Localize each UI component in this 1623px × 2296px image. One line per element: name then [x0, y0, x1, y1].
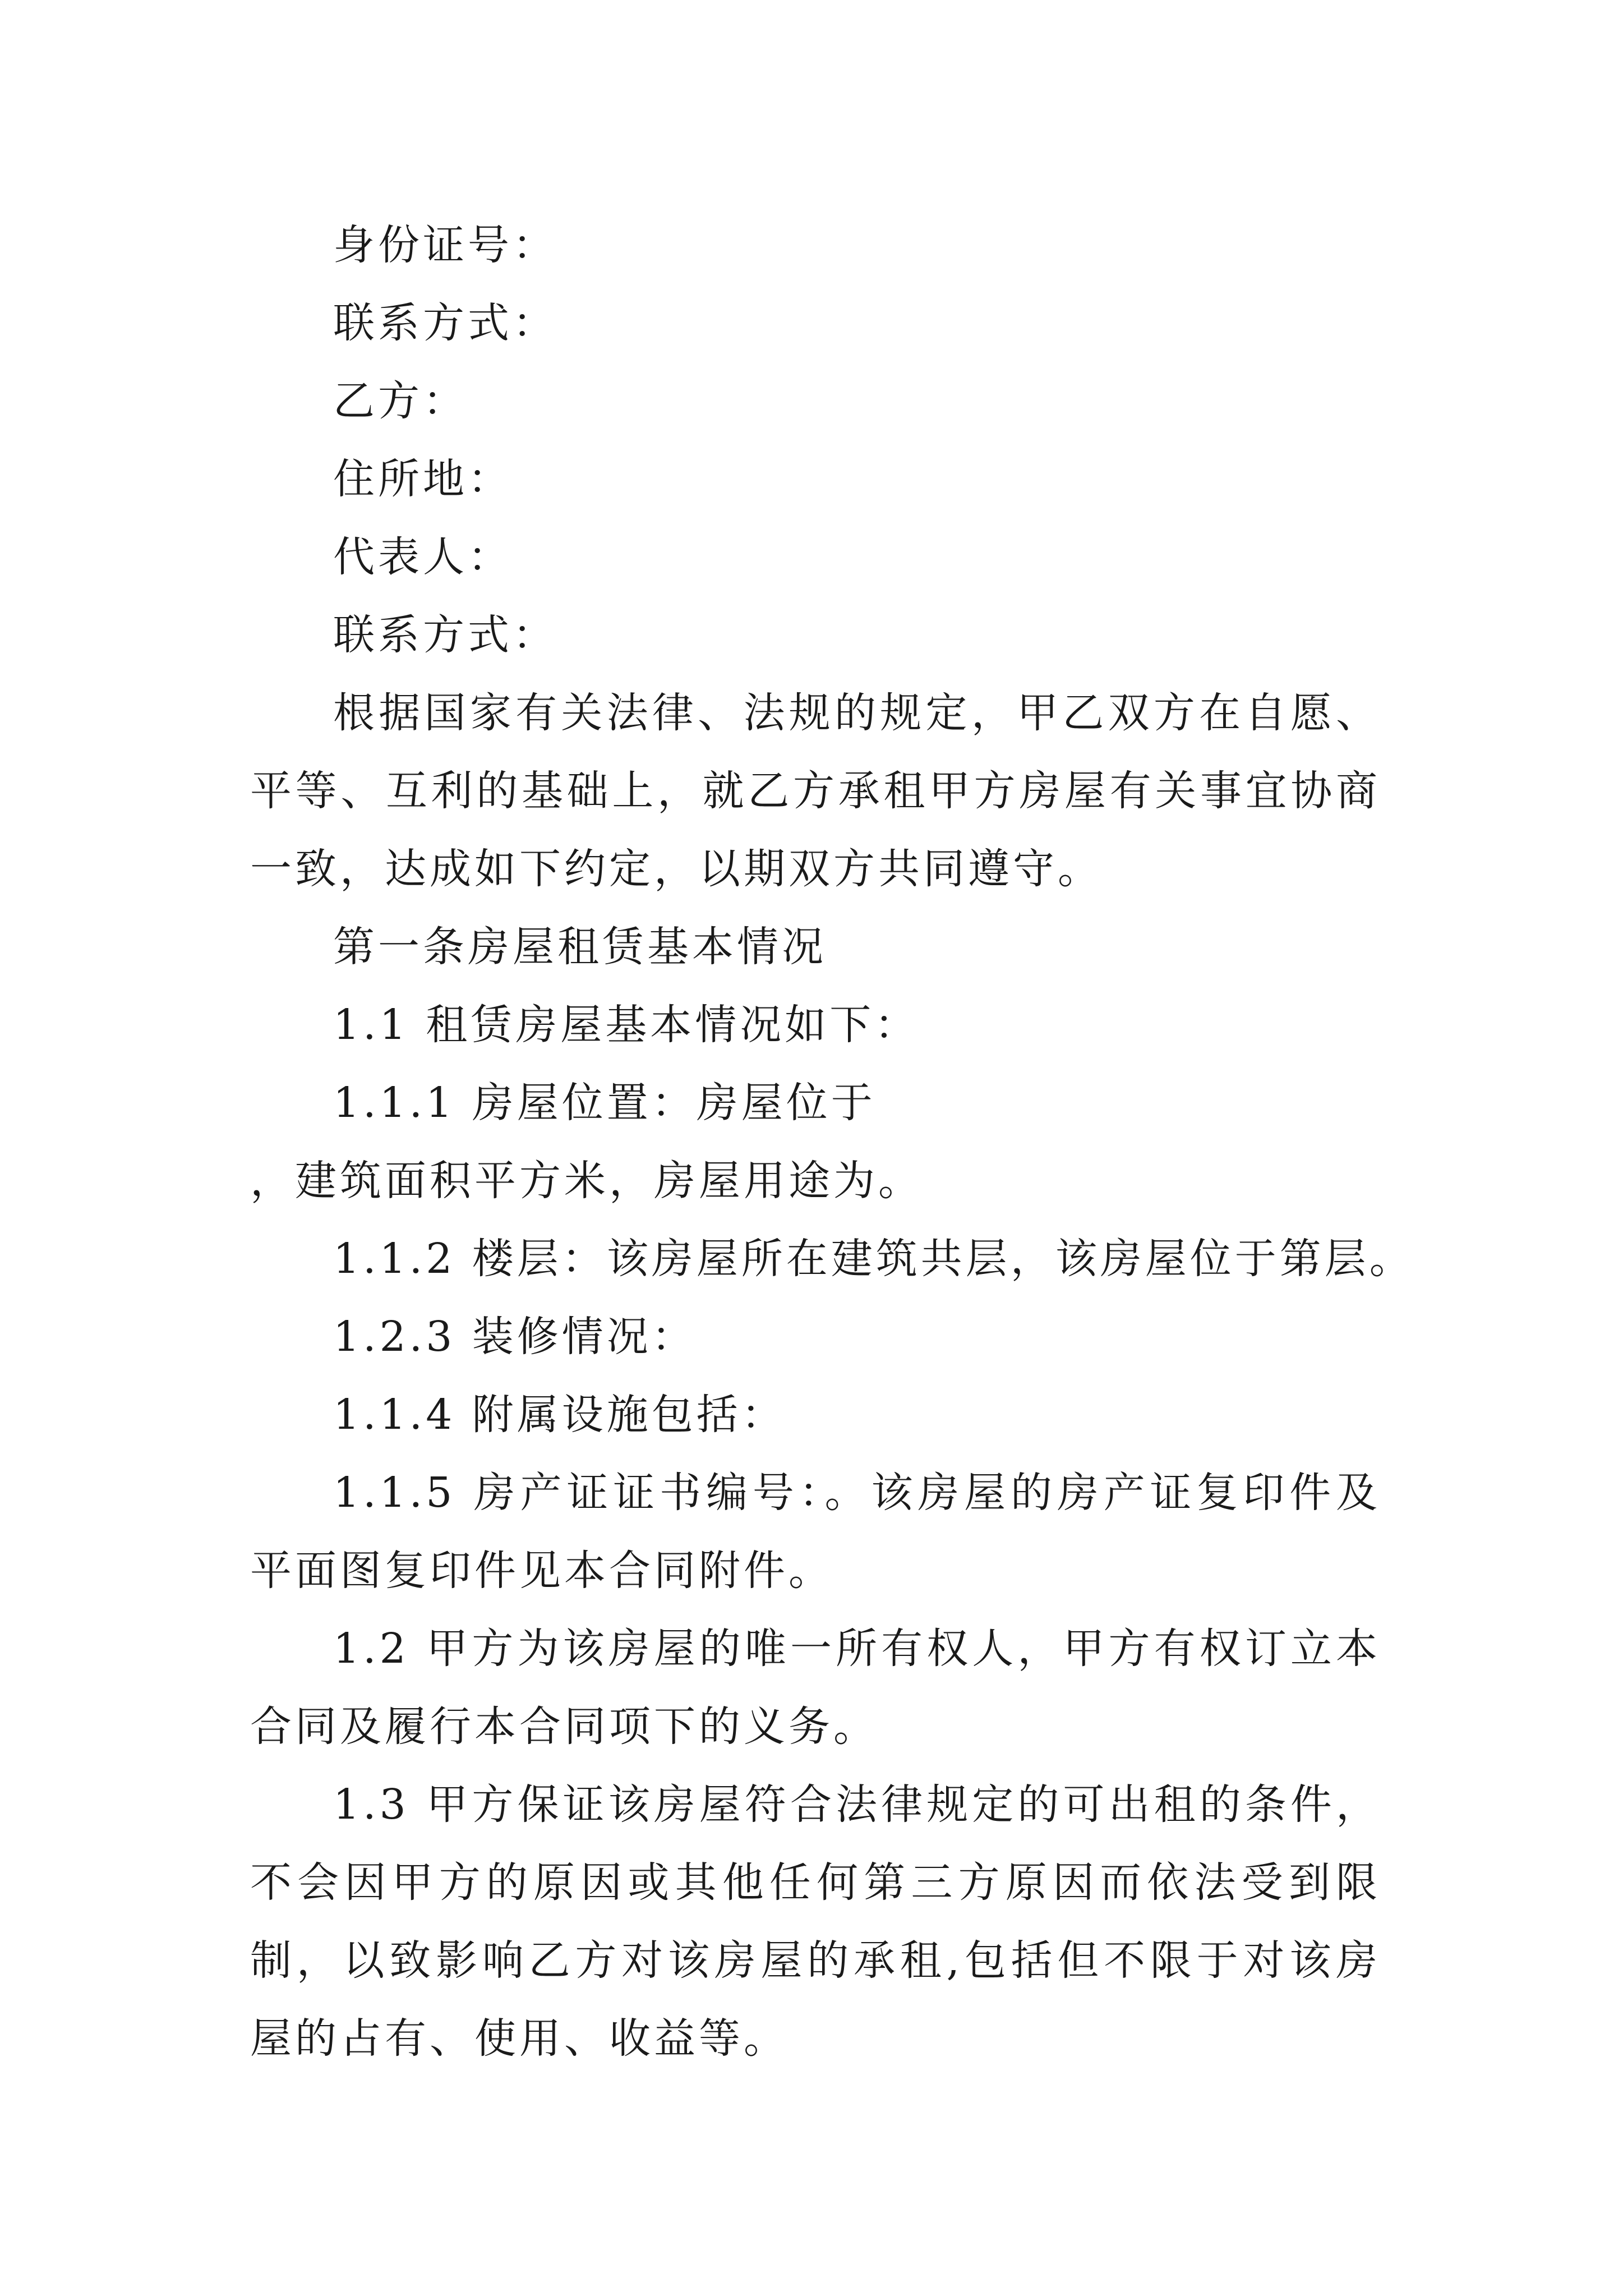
clause-1-1: 1.1 租赁房屋基本情况如下： [333, 1001, 920, 1049]
clause-1-1-2-floor: 1.1.2 楼层：该房屋所在建筑共层，该房屋位于第层。 [333, 1235, 1414, 1283]
clause-1-2-ownership: 1.2 甲方为该房屋的唯一所有权人，甲方有权订立本合同及履行本合同项下的义务。 [250, 1625, 1381, 1751]
residence-label: 住所地： [333, 455, 513, 503]
intro-paragraph: 根据国家有关法律、法规的规定，甲乙双方在自愿、平等、互利的基础上，就乙方承租甲方房屋有关事宜协商一致，达成如下约定，以期双方共同遵守。 [250, 689, 1381, 893]
contract-body [250, 206, 1414, 2078]
clause-1-3-guarantee: 1.3 甲方保证该房屋符合法律规定的可出租的条件，不会因甲方的原因或其他任何第三方原因而依法受到限制，以致影响乙方对该房屋的承租,包括但不限于对该房屋的占有、使用、收益等。 [250, 1780, 1381, 2063]
clause-1-1-5-certificate: 1.1.5 房产证证书编号：。该房屋的房产证复印件及平面图复印件见本合同附件。 [250, 1469, 1381, 1595]
clause-1-2-3-decoration: 1.2.3 装修情况： [333, 1313, 697, 1361]
article-1-title: 第一条房屋租赁基本情况 [333, 923, 827, 971]
id-number-label: 身份证号： [333, 221, 557, 269]
contact-label-party-a: 联系方式： [333, 299, 557, 347]
contact-label-party-b: 联系方式： [333, 611, 557, 659]
clause-1-1-1-area: ，建筑面积平方米，房屋用途为。 [250, 1157, 923, 1205]
clause-1-1-4-facilities: 1.1.4 附属设施包括： [333, 1391, 786, 1439]
clause-1-1-1-location: 1.1.1 房屋位置：房屋位于 [333, 1079, 876, 1127]
representative-label: 代表人： [333, 533, 513, 581]
party-b-label: 乙方： [333, 377, 468, 425]
